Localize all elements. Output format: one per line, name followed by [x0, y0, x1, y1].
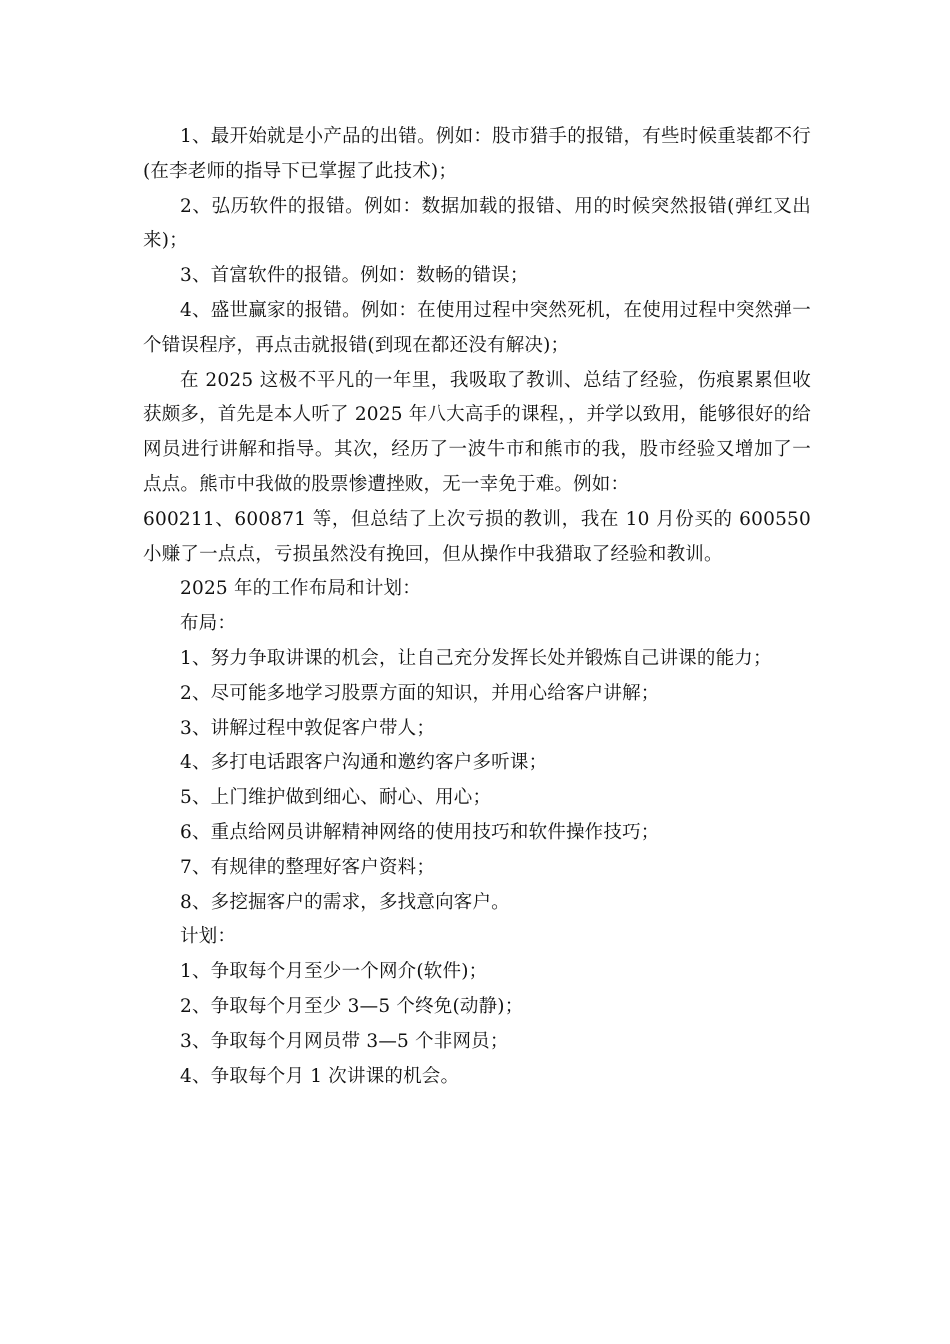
paragraph-error-item-3: 3、首富软件的报错。例如：数畅的错误； — [180, 265, 529, 287]
paragraph-error-item-1: 1、最开始就是小产品的出错。例如：股市猎手的报错，有些时候重装都不行(在李老师的指导下已掌握了此技术)； — [143, 126, 811, 182]
paragraph-stock-examples: 600211、600871 等，但总结了上次亏损的教训，我在 10 月份买的 600550 小赚了一点点，亏损虽然没有挽回，但从操作中我猎取了经验和教训。 — [143, 508, 811, 565]
paragraph-year-summary: 在 2025 这极不平凡的一年里，我吸取了教训、总结了经验，伤痕累累但收获颇多，首先是本人听了 2025 年八大高手的课程，，并学以致用，能够很好的给网员进行讲解和指导。其次，经历了一波牛市和熊市的我，股市经验又增加了一点点。熊市中我做的股票惨遭挫败，无一幸免于难。例如： — [143, 369, 811, 495]
paragraph-plan-item-2: 2、争取每个月至少 3—5 个终免(动静)； — [180, 995, 524, 1017]
paragraph-layout-item-5: 5、上门维护做到细心、耐心、用心； — [180, 787, 492, 809]
paragraph-error-item-4: 4、盛世赢家的报错。例如：在使用过程中突然死机，在使用过程中突然弹一个错误程序，再点击就报错(到现在都还没有解决)； — [143, 299, 811, 356]
paragraph-layout-item-8: 8、多挖掘客户的需求，多找意向客户。 — [180, 891, 510, 913]
paragraph-plan-item-4: 4、争取每个月 1 次讲课的机会。 — [180, 1065, 460, 1087]
paragraph-layout-item-3: 3、讲解过程中敦促客户带人； — [180, 717, 436, 739]
document-body — [143, 120, 811, 1094]
paragraph-plan-heading: 2025 年的工作布局和计划： — [180, 578, 421, 600]
paragraph-plan-item-3: 3、争取每个月网员带 3—5 个非网员； — [180, 1030, 509, 1052]
paragraph-plan-item-1: 1、争取每个月至少一个网介(软件)； — [180, 961, 488, 983]
paragraph-error-item-2: 2、弘历软件的报错。例如：数据加载的报错、用的时候突然报错(弹红叉出来)； — [143, 195, 811, 252]
paragraph-layout-item-4: 4、多打电话跟客户沟通和邀约客户多听课； — [180, 752, 548, 774]
paragraph-layout-item-7: 7、有规律的整理好客户资料； — [180, 856, 436, 878]
paragraph-layout-item-6: 6、重点给网员讲解精神网络的使用技巧和软件操作技巧； — [180, 821, 660, 843]
paragraph-layout-heading: 布局： — [180, 613, 237, 635]
paragraph-layout-item-1: 1、努力争取讲课的机会，让自己充分发挥长处并锻炼自己讲课的能力； — [180, 647, 772, 669]
paragraph-layout-item-2: 2、尽可能多地学习股票方面的知识，并用心给客户讲解； — [180, 682, 660, 704]
paragraph-plan-list-heading: 计划： — [180, 926, 237, 948]
